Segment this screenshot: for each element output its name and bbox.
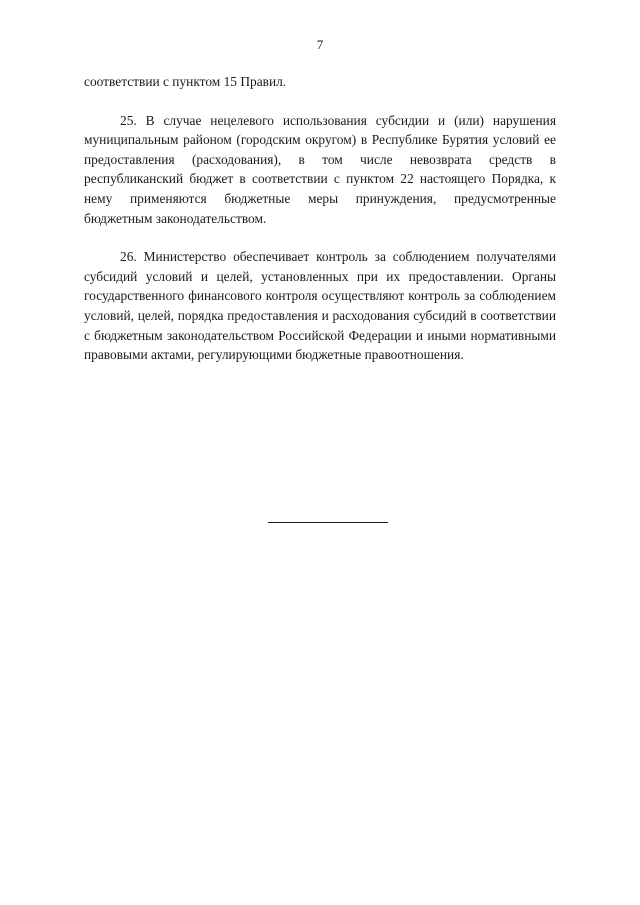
clause-26-paragraph: 26. Министерство обеспечивает контроль за соблюдением получателями субсидий условий и целей, установленных при их предоставлении. Органы государственного финансового контроля осуществляют контроль за соблюдением условий, целей, порядка предоставления и расходования субсидий в соответствии с бюджетным законодательством Российской Федерации и иными нормативными правовыми актами, регулирующими бюджетные правоотношения. [84,249,556,363]
clause-25-paragraph: 25. В случае нецелевого использования субсидии и (или) нарушения муниципальным районом (городским округом) в Республике Бурятия условий ее предоставления (расходования), в том числе невозврата средств в республиканский бюджет в соответствии с пунктом 22 настоящего Порядка, к нему применяются бюджетные меры принуждения, предусмотренные бюджетным законодательством. [84,112,556,226]
paragraph-spacer [84,92,556,111]
end-separator-line [268,522,388,523]
paragraph-spacer [84,228,556,247]
page-number: 7 [316,37,324,52]
document-body [84,72,556,365]
continuation-paragraph: соответствии с пунктом 15 Правил. [84,74,287,89]
